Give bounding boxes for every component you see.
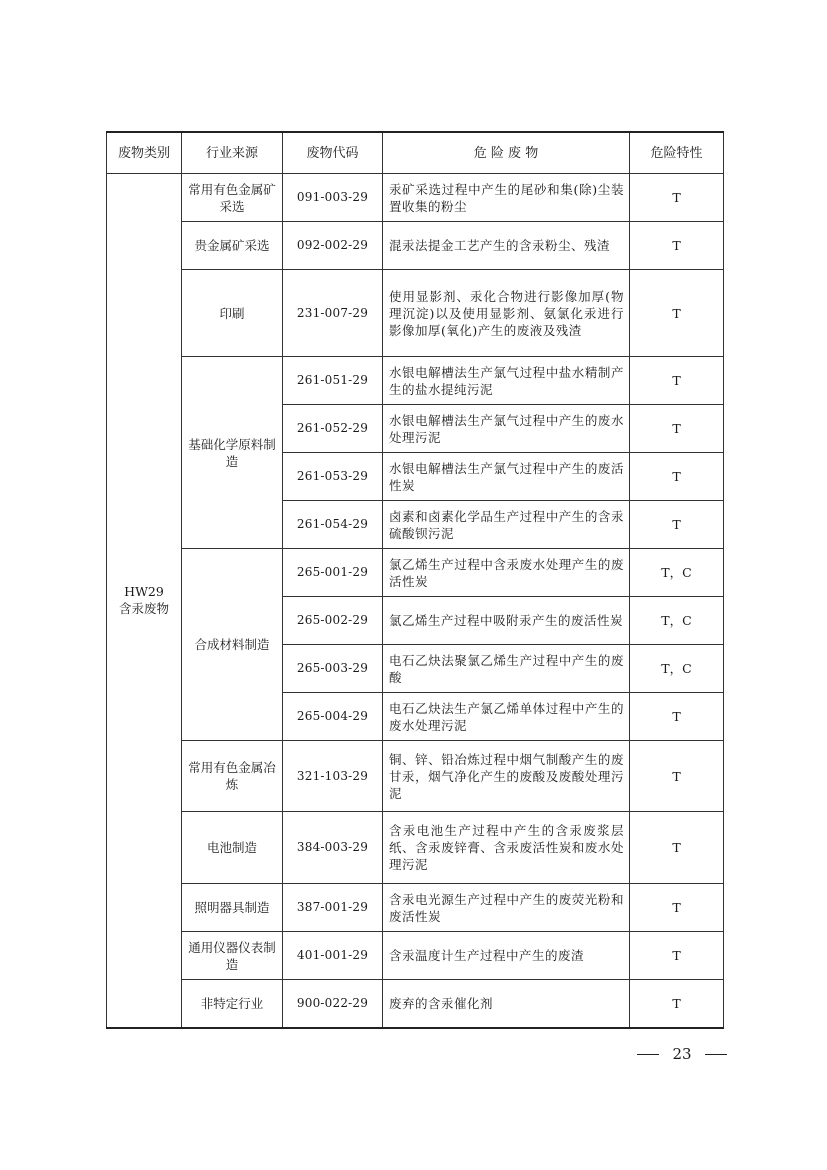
header-characteristic: 危险特性 xyxy=(630,132,724,174)
code-cell: 261-052-29 xyxy=(283,405,383,453)
code-cell: 387-001-29 xyxy=(283,884,383,932)
page-number xyxy=(637,1043,727,1065)
waste-cell: 电石乙炔法生产氯乙烯单体过程中产生的废水处理污泥 xyxy=(383,693,630,741)
header-code: 废物代码 xyxy=(283,132,383,174)
characteristic-cell: T xyxy=(630,453,724,501)
code-cell: 265-003-29 xyxy=(283,645,383,693)
characteristic-cell: T xyxy=(630,812,724,884)
waste-cell: 水银电解槽法生产氯气过程中产生的废水处理污泥 xyxy=(383,405,630,453)
characteristic-cell: T xyxy=(630,174,724,222)
table-row xyxy=(107,357,724,405)
characteristic-cell: T，C xyxy=(630,597,724,645)
characteristic-cell: T，C xyxy=(630,549,724,597)
characteristic-cell: T xyxy=(630,501,724,549)
code-cell: 900-022-29 xyxy=(283,980,383,1028)
characteristic-cell: T xyxy=(630,405,724,453)
code-cell: 261-051-29 xyxy=(283,357,383,405)
header-category: 废物类别 xyxy=(107,132,182,174)
table-row xyxy=(107,884,724,932)
characteristic-cell: T xyxy=(630,693,724,741)
header-waste: 危 险 废 物 xyxy=(383,132,630,174)
waste-cell: 铜、锌、铅冶炼过程中烟气制酸产生的废甘汞，烟气净化产生的废酸及废酸处理污泥 xyxy=(383,741,630,812)
table-header-row xyxy=(107,132,724,174)
characteristic-cell: T，C xyxy=(630,645,724,693)
waste-cell: 氯乙烯生产过程中含汞废水处理产生的废活性炭 xyxy=(383,549,630,597)
code-cell: 265-004-29 xyxy=(283,693,383,741)
waste-cell: 电石乙炔法聚氯乙烯生产过程中产生的废酸 xyxy=(383,645,630,693)
waste-cell: 废弃的含汞催化剂 xyxy=(383,980,630,1028)
characteristic-cell: T xyxy=(630,884,724,932)
waste-cell: 混汞法提金工艺产生的含汞粉尘、残渣 xyxy=(383,222,630,270)
industry-cell: 通用仪器仪表制造 xyxy=(182,932,283,980)
table-row xyxy=(107,812,724,884)
header-industry: 行业来源 xyxy=(182,132,283,174)
code-cell: 261-053-29 xyxy=(283,453,383,501)
page-number-dash-left xyxy=(637,1054,659,1055)
code-cell: 265-002-29 xyxy=(283,597,383,645)
code-cell: 265-001-29 xyxy=(283,549,383,597)
industry-cell: 合成材料制造 xyxy=(182,549,283,741)
table-row xyxy=(107,174,724,222)
industry-cell: 常用有色金属冶炼 xyxy=(182,741,283,812)
code-cell: 231-007-29 xyxy=(283,270,383,357)
page-number-dash-right xyxy=(705,1054,727,1055)
characteristic-cell: T xyxy=(630,270,724,357)
waste-cell: 卤素和卤素化学品生产过程中产生的含汞硫酸钡污泥 xyxy=(383,501,630,549)
table-row xyxy=(107,222,724,270)
code-cell: 092-002-29 xyxy=(283,222,383,270)
table-row xyxy=(107,549,724,597)
characteristic-cell: T xyxy=(630,980,724,1028)
table-row xyxy=(107,270,724,357)
characteristic-cell: T xyxy=(630,741,724,812)
waste-cell: 水银电解槽法生产氯气过程中产生的废活性炭 xyxy=(383,453,630,501)
waste-cell: 含汞电光源生产过程中产生的废荧光粉和废活性炭 xyxy=(383,884,630,932)
page-number-value: 23 xyxy=(672,1045,692,1063)
code-cell: 401-001-29 xyxy=(283,932,383,980)
code-cell: 091-003-29 xyxy=(283,174,383,222)
characteristic-cell: T xyxy=(630,222,724,270)
industry-cell: 照明器具制造 xyxy=(182,884,283,932)
industry-cell: 印刷 xyxy=(182,270,283,357)
industry-cell: 贵金属矿采选 xyxy=(182,222,283,270)
characteristic-cell: T xyxy=(630,932,724,980)
category-cell xyxy=(107,174,182,1028)
waste-cell: 汞矿采选过程中产生的尾砂和集(除)尘装置收集的粉尘 xyxy=(383,174,630,222)
table-row xyxy=(107,741,724,812)
waste-cell: 含汞温度计生产过程中产生的废渣 xyxy=(383,932,630,980)
waste-cell: 水银电解槽法生产氯气过程中盐水精制产生的盐水提纯污泥 xyxy=(383,357,630,405)
waste-cell: 使用显影剂、汞化合物进行影像加厚(物理沉淀)以及使用显影剂、氨氯化汞进行影像加厚(氧化)产生的废液及残渣 xyxy=(383,270,630,357)
industry-cell: 常用有色金属矿采选 xyxy=(182,174,283,222)
industry-cell: 电池制造 xyxy=(182,812,283,884)
characteristic-cell: T xyxy=(630,357,724,405)
waste-cell: 含汞电池生产过程中产生的含汞废浆层纸、含汞废锌膏、含汞废活性炭和废水处理污泥 xyxy=(383,812,630,884)
waste-cell: 氯乙烯生产过程中吸附汞产生的废活性炭 xyxy=(383,597,630,645)
code-cell: 384-003-29 xyxy=(283,812,383,884)
table-row xyxy=(107,980,724,1028)
category-name: 含汞废物 xyxy=(118,601,169,617)
hazardous-waste-table xyxy=(106,131,724,1029)
category-code: HW29 xyxy=(124,584,164,600)
industry-cell: 非特定行业 xyxy=(182,980,283,1028)
code-cell: 321-103-29 xyxy=(283,741,383,812)
industry-cell: 基础化学原料制造 xyxy=(182,357,283,549)
table-row xyxy=(107,932,724,980)
code-cell: 261-054-29 xyxy=(283,501,383,549)
